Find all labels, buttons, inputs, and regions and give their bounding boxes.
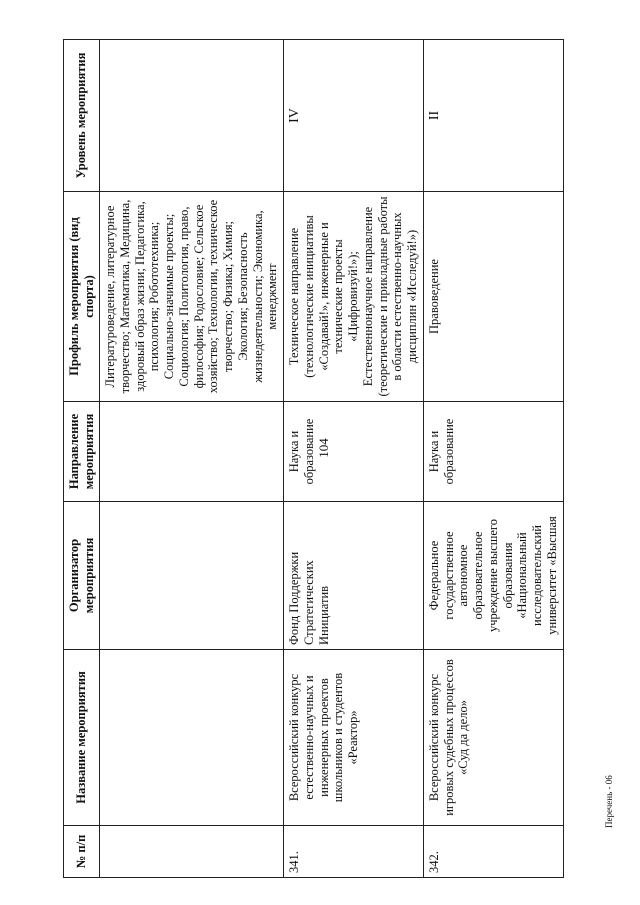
cell-profile: Техническое направление (технологические инициативы «Создавай!», инженерные и технические проекты «Цифровизуй!»); Естественнонаучное направление (теоретические и прикладные работы в области естественно-научных дисциплин «Исследуй!») bbox=[284, 192, 424, 402]
header-num: № п/п bbox=[64, 826, 100, 878]
events-table bbox=[63, 39, 564, 878]
header-level: Уровень мероприятия bbox=[64, 40, 100, 192]
cell-name: Всероссийский конкурс игровых судебных процессов «Суд да дело» bbox=[423, 650, 563, 826]
header-direction: Направление мероприятия bbox=[64, 402, 100, 502]
cell-profile: Правоведение bbox=[423, 192, 563, 402]
cell-organizer: Фонд Поддержки Стратегических Инициатив bbox=[284, 502, 424, 650]
cell-profile: Литературоведение, литературное творчество; Математика, Медицина, здоровый образ жизни; Педагогика, психология; Робототехника; Социально-значимые проекты; Социология; Политология, право, философия; Родословие; Сельское хозяйство; Технологии, техническое творчество; Физика; Химия; Экология; Безопасность жизнедеятельности; Экономика, менеджмент bbox=[100, 192, 284, 402]
rotated-table-wrapper bbox=[63, 40, 559, 878]
cell-direction: Наука и образование bbox=[284, 402, 424, 502]
header-profile: Профиль мероприятия (вид спорта) bbox=[64, 192, 100, 402]
cell-organizer bbox=[100, 502, 284, 650]
cell-organizer: Федеральное государственное автономное образовательное учреждение высшего образования «Национальный исследовательский университет «Высшая bbox=[423, 502, 563, 650]
header-organizer: Организатор мероприятия bbox=[64, 502, 100, 650]
cell-num: 342. bbox=[423, 826, 563, 878]
cell-num bbox=[100, 826, 284, 878]
header-name: Название мероприятия bbox=[64, 650, 100, 826]
page-number: 104 bbox=[315, 438, 331, 458]
cell-direction bbox=[100, 402, 284, 502]
table-row bbox=[100, 40, 284, 878]
cell-level: II bbox=[423, 40, 563, 192]
cell-num: 341. bbox=[284, 826, 424, 878]
cell-level: IV bbox=[284, 40, 424, 192]
table-header-row bbox=[64, 40, 100, 878]
cell-level bbox=[100, 40, 284, 192]
table-row bbox=[284, 40, 424, 878]
cell-name: Всероссийский конкурс естественно-научных и инженерных проектов школьников и студентов «Реактор» bbox=[284, 650, 424, 826]
cell-direction: Наука и образование bbox=[423, 402, 563, 502]
footer-note: Перечень - 06 bbox=[604, 775, 614, 828]
cell-name bbox=[100, 650, 284, 826]
table-row bbox=[423, 40, 563, 878]
